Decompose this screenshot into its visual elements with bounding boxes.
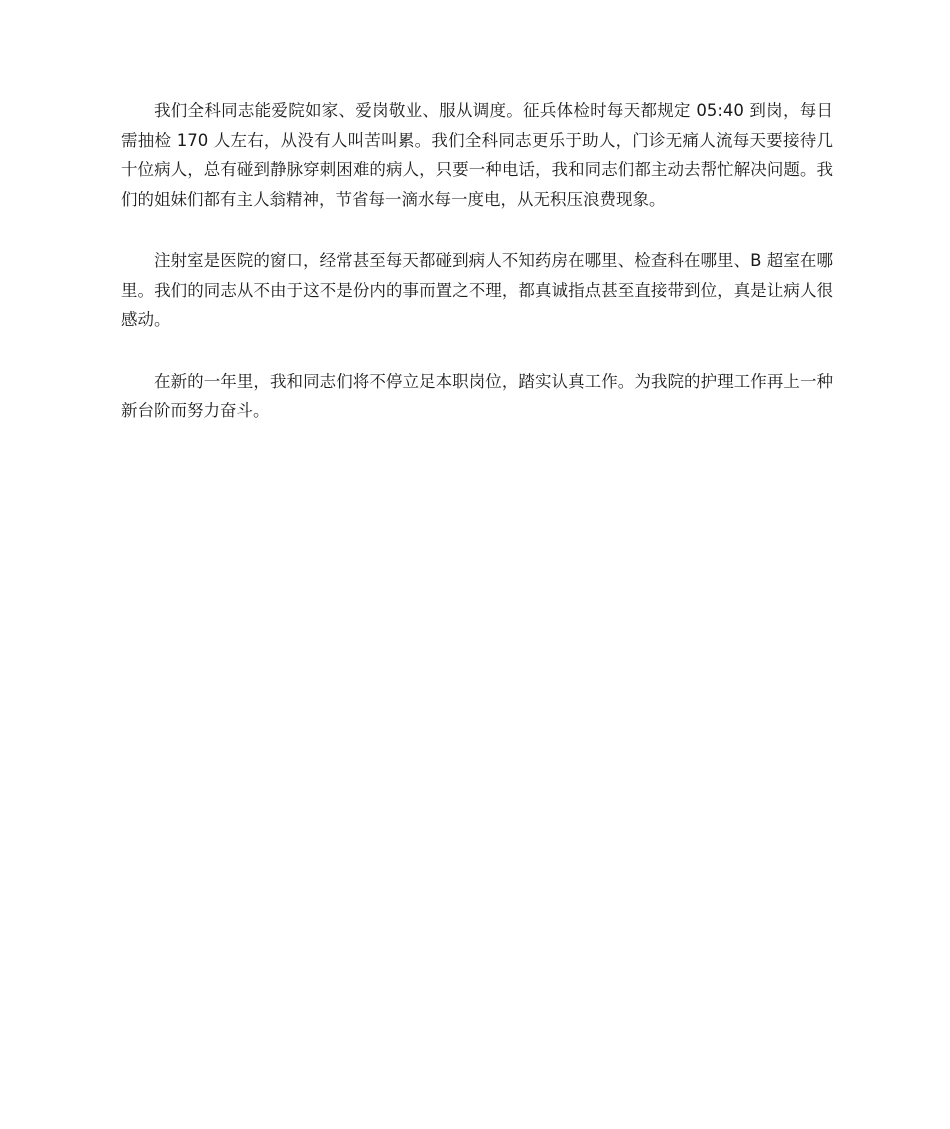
paragraph-3: 在新的一年里，我和同志们将不停立足本职岗位，踏实认真工作。为我院的护理工作再上一种新台阶而努力奋斗。 [121, 371, 833, 420]
document-body [121, 96, 833, 458]
paragraph-1: 我们全科同志能爱院如家、爱岗敬业、服从调度。征兵体检时每天都规定 05:40 到岗，每日需抽检 170 人左右，从没有人叫苦叫累。我们全科同志更乐于助人，门诊无痛人流每天要接待几十位病人，总有碰到静脉穿刺困难的病人，只要一种电话，我和同志们都主动去帮忙解决问题。我们的姐妹们都有主人翁精神，节省每一滴水每一度电，从无积压浪费现象。 [121, 101, 833, 209]
paragraph-2: 注射室是医院的窗口，经常甚至每天都碰到病人不知药房在哪里、检查科在哪里、B 超室在哪里。我们的同志从不由于这不是份内的事而置之不理，都真诚指点甚至直接带到位，真是让病人很感动。 [121, 251, 833, 329]
